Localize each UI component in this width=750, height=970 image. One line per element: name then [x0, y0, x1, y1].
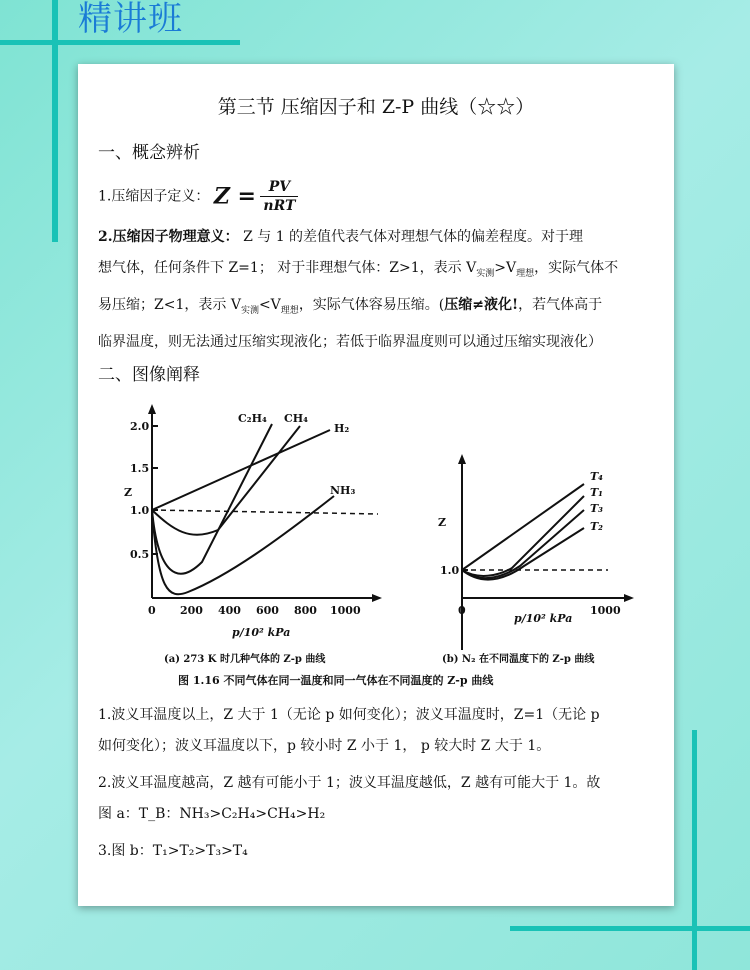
- meaning-text: >V: [494, 260, 517, 276]
- series-label: NH₃: [330, 484, 356, 497]
- point-text: 3.图 b：T₁>T₂>T₃>T₄: [98, 843, 248, 859]
- emphasis-text: 压缩≠液化!: [444, 296, 519, 313]
- subscript: 实测: [476, 268, 495, 279]
- meaning-text: <V: [258, 296, 281, 313]
- x-tick: 0: [148, 604, 156, 617]
- x-label: p/10² kPa: [232, 626, 291, 639]
- formula-z: Z =: [213, 183, 256, 210]
- x-tick: 600: [256, 604, 279, 617]
- curve-c2h4: [152, 424, 272, 574]
- meaning-label: 2.压缩因子物理意义：: [98, 229, 239, 245]
- series-label: CH₄: [284, 412, 308, 425]
- chart-left-labels: [124, 412, 361, 665]
- curve-t2: [462, 528, 584, 580]
- heading-concept: 一、概念辨析: [98, 143, 200, 163]
- x-tick: 800: [294, 604, 317, 617]
- meaning-text: 临界温度，则无法通过压缩实现液化；若低于临界温度则可以通过压缩实现液化）: [98, 333, 602, 350]
- zp-figure: [78, 400, 674, 700]
- formula-denominator: nRT: [263, 198, 296, 214]
- meaning-paragraph: [98, 222, 658, 358]
- deco-line: [0, 40, 240, 45]
- header-title: 精讲班: [78, 0, 183, 39]
- meaning-text: 想气体，任何条件下 Z=1； 对于非理想气体：Z>1，表示 V: [98, 260, 477, 276]
- point-text: 2.波义耳温度越高，Z 越有可能小于 1；波义耳温度越低，Z 越有可能大于 1。故: [98, 775, 601, 791]
- arrow: [458, 454, 466, 464]
- point-text: 1.波义耳温度以上，Z 大于 1（无论 p 如何变化）；波义耳温度时，Z=1（无论 p: [98, 707, 600, 723]
- y-tick: 1.0: [440, 564, 460, 577]
- meaning-text: ，实际气体不: [534, 260, 619, 276]
- y-tick: 2.0: [130, 420, 150, 433]
- point-text: 如何变化）；波义耳温度以下，p 较小时 Z 小于 1， p 较大时 Z 大于 1。: [98, 738, 551, 754]
- arrow: [624, 594, 634, 602]
- x-tick: 200: [180, 604, 203, 617]
- subscript: 理想: [516, 268, 535, 279]
- subscript: 实测: [240, 305, 259, 316]
- x-tick: 0: [458, 604, 466, 617]
- x-tick: 400: [218, 604, 241, 617]
- x-tick: 1000: [590, 604, 621, 617]
- curve-ch4: [152, 426, 300, 535]
- meaning-text: ，若气体高于: [518, 296, 603, 313]
- heading-graphs: 二、图像阐释: [98, 365, 200, 385]
- x-label: p/10² kPa: [514, 612, 573, 625]
- point-3: [98, 836, 658, 867]
- series-label: T₃: [590, 502, 604, 515]
- y-tick: 0.5: [130, 548, 150, 561]
- deco-line: [52, 0, 58, 242]
- formula-fraction: [260, 178, 298, 215]
- point-1: [98, 700, 658, 762]
- series-label: C₂H₄: [238, 412, 267, 425]
- y-label: Z: [124, 486, 133, 499]
- definition-line: [98, 178, 658, 215]
- formula-numerator: PV: [260, 178, 298, 197]
- meaning-text: 易压缩；Z<1，表示 V: [98, 296, 241, 313]
- section-title: 第三节 压缩因子和 Z-P 曲线（☆☆）: [217, 96, 535, 118]
- series-label: T₄: [590, 470, 604, 483]
- x-tick: 1000: [330, 604, 361, 617]
- y-tick: 1.5: [130, 462, 150, 475]
- arrow: [372, 594, 382, 602]
- y-tick: 1.0: [130, 504, 150, 517]
- ideal-line: [152, 510, 378, 514]
- deco-line: [510, 926, 750, 931]
- y-label: Z: [438, 516, 447, 529]
- caption-left: (a) 273 K 时几种气体的 Z-p 曲线: [164, 654, 326, 665]
- meaning-text: ，实际气体容易压缩。(: [298, 296, 445, 313]
- series-label: T₁: [590, 486, 604, 499]
- point-text: 图 a：T_B：NH₃>C₂H₄>CH₄>H₂: [98, 806, 326, 822]
- point-2: [98, 768, 658, 830]
- definition-label: 1.压缩因子定义：: [98, 188, 210, 205]
- deco-line: [692, 730, 697, 970]
- series-label: H₂: [334, 422, 350, 435]
- series-label: T₂: [590, 520, 604, 533]
- figure-caption: 图 1.16 不同气体在同一温度和同一气体在不同温度的 Z-p 曲线: [178, 674, 494, 687]
- curve-h2: [152, 430, 330, 510]
- meaning-text: Z 与 1 的差值代表气体对理想气体的偏差程度。对于理: [238, 229, 584, 245]
- arrow: [148, 404, 156, 414]
- caption-right: (b) N₂ 在不同温度下的 Z-p 曲线: [442, 654, 595, 665]
- document-page: [78, 64, 674, 906]
- subscript: 理想: [280, 305, 299, 316]
